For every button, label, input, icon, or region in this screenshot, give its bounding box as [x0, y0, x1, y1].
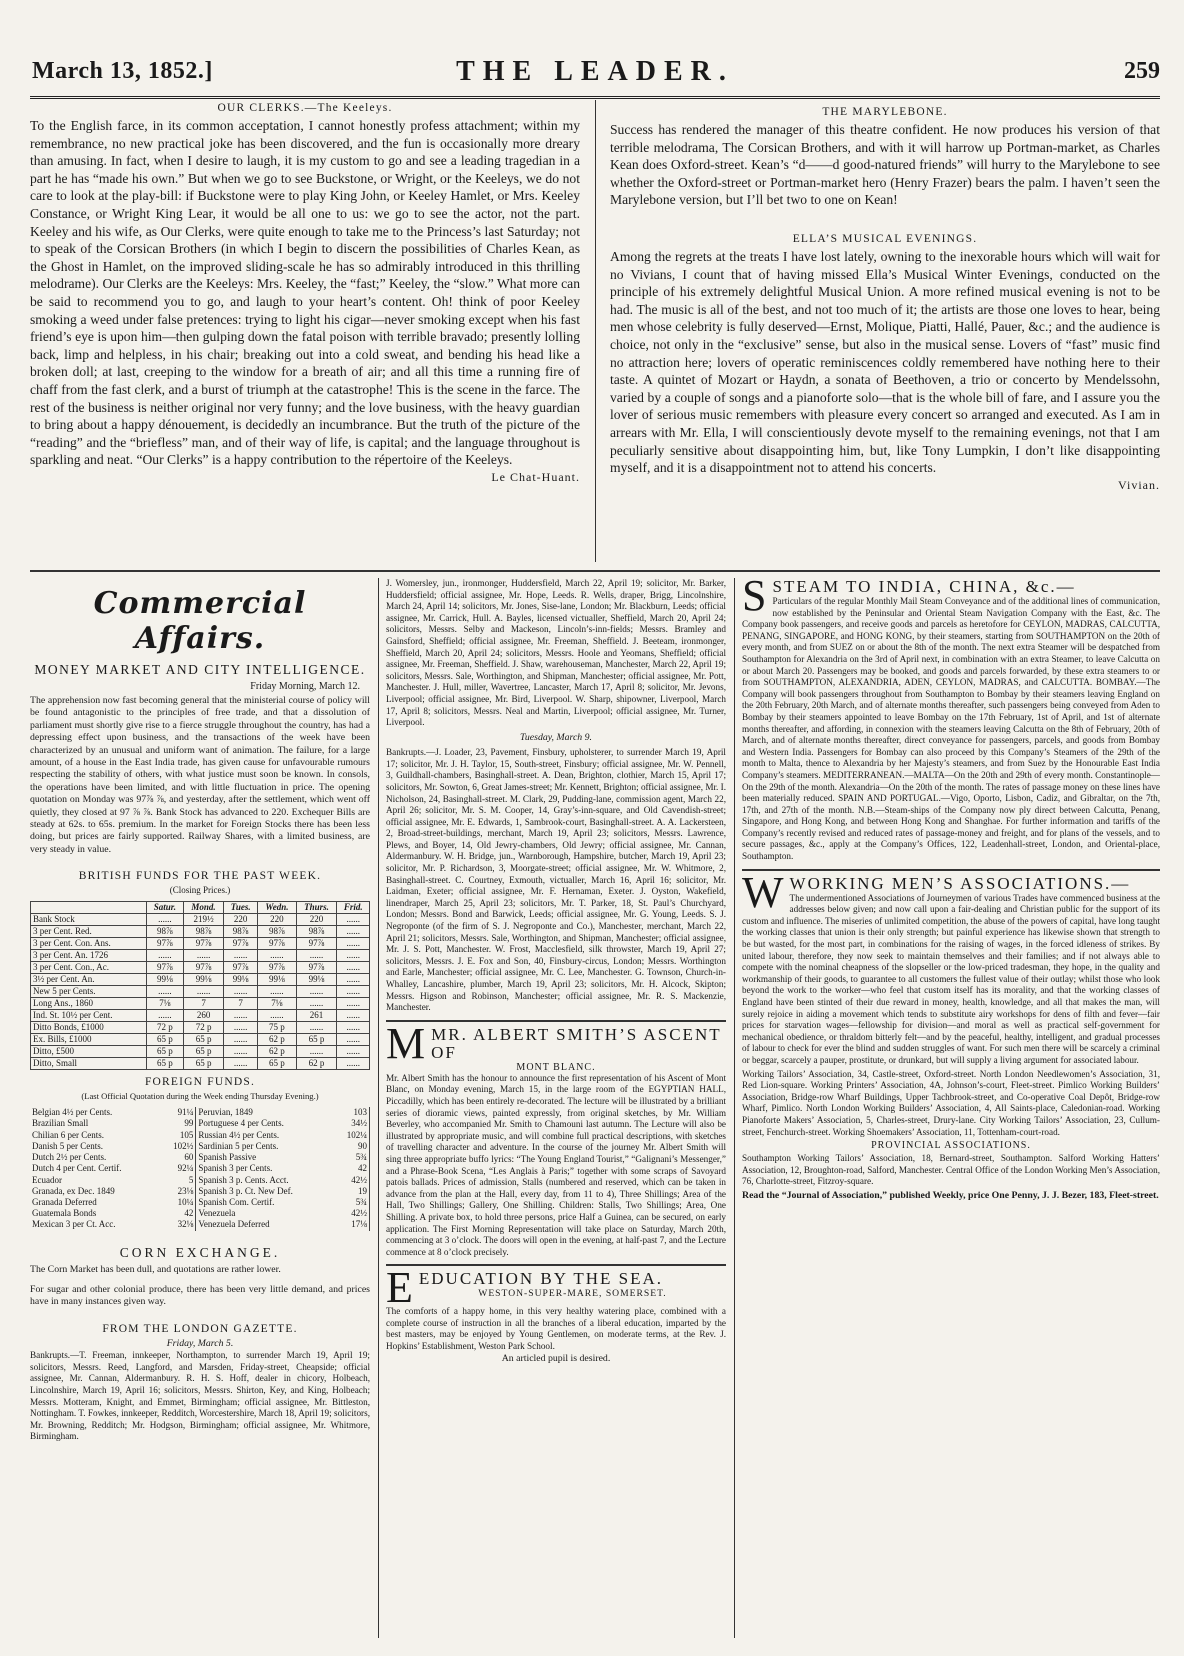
table-cell: ......	[337, 1046, 370, 1058]
table-cell: 72 p	[146, 1022, 183, 1034]
table-cell: 65 p	[146, 1046, 183, 1058]
price-cell: 42½	[335, 1175, 370, 1186]
masthead	[30, 56, 1160, 99]
provincial-title: PROVINCIAL ASSOCIATIONS.	[871, 1140, 1031, 1152]
table-cell: 7⅛	[146, 998, 183, 1010]
table-cell: 7	[224, 998, 258, 1010]
table-cell: 97⅞	[146, 962, 183, 974]
stock-name-cell: Peruvian, 1849	[198, 1107, 253, 1118]
table-cell: ......	[337, 1010, 370, 1022]
table-cell: Ditto Bonds, £1000	[31, 1022, 147, 1034]
table-cell: 260	[184, 1010, 224, 1022]
table-cell: 98⅞	[224, 926, 258, 938]
table-row	[31, 926, 370, 938]
funds-title: BRITISH FUNDS FOR THE PAST WEEK.	[78, 870, 322, 883]
article-body: To the English farce, in its common acceptation, I cannot honestly profess attachment; within my remembrance, no new practical joke has been discovered, and the fun is occasionally more dreary than amusing. In fact, when I desire to laugh, it is my custom to go and see a leading tragedian in a part he has “made his own.” But when we go to see Buckstone, or Wright, or the Keeleys, we do not care to look at the play-bill: if Buckstone were to play King John, or Keeley Hamlet, or Mrs. Keeley Constance, or Wright King Lear, it would be all one to us: we go to see the actor, not the part. Keeley and his wife, as Our Clerks, were quite enough to take me to the Princess’s last Saturday; not to speak of the Corsican Brothers (in which I begin to discern the possibilities of Charles Kean, as the Ghost in Hamlet, on the improved sliding-scale he has so admirably introduced in this thrilling melodrame). Our Clerks are the Keeleys: Mrs. Keeley, the “fast;” Keeley, the “slow.” What more can be said to recommend you to go, and laugh to your heart’s content. Oh! think of poor Keeley smoking a weed under false pretences: trying to light his cigar—never smoking except when his fast friend’s eye is upon him—then gulping down the fatal poison with terrible bravado; presently lolling back, limp and helpless, in his chair; breaking out into a cold sweat, and bending his head like a broken doll; at last, creeping to the window for a breath of air; and all this time a running fire of chaff from the fast clerk, and a burst of triumph at the catastrophe! This is the scene in the farce. The rest of the business is neither original nor very funny; and the love business, with the heavy guardian to bring about a happy dénouement, is decidedly an incumbrance. But the truth of the picture of the “reading” and the “briefless” man, and of their way of life, is capital; and the language throughout is sparkling and neat. “Our Clerks” is a happy contribution to the répertoire of the Keeleys.	[30, 118, 580, 468]
table-row	[31, 1058, 370, 1070]
table-cell: 98⅞	[258, 926, 296, 938]
table-cell: ......	[224, 1058, 258, 1070]
money-market-title: MONEY MARKET AND CITY INTELLIGENCE.	[34, 662, 366, 677]
stock-name-cell: Russian 4½ per Cents.	[198, 1129, 280, 1140]
newspaper-title: THE LEADER.	[456, 56, 734, 87]
issue-date: March 13, 1852.]	[32, 58, 213, 84]
article-signature: Le Chat-Huant.	[491, 469, 580, 484]
article-our-clerks	[30, 98, 580, 564]
commercial-affairs-column	[30, 578, 370, 1638]
bankrupts-list: J. Womersley, jun., ironmonger, Huddersfield, March 22, April 19; solicitor, Mr. Barker, Huddersfield; official assignee, Mr. Hope, Leeds. R. Wells, draper, Brigg, Lincolnshire, March 24, April 14; solicitors, Mr. Jones, Sise-lane, London; Mr. Blackburn, Leeds; official assignee, Mr. Carrick, Hull. A. Bayles, licensed victualler, Sheffield, March 20, April 24; solicitors, Messrs. Selby and Mackeson, Lincoln’s-inn-fields; Messrs. Bramley and Gainsford, Sheffield; official assignee, Mr. Freeman, Sheffield. J. Beeteam, ironmonger, Sheffield, March 20, April 24; solicitors, Messrs. Hoole and Yeomans, Sheffield; official assignee, Mr. Freeman, Sheffield. J. Shaw, warehouseman, Manchester, March 22, April 19; solicitors, Messrs. Sale, Worthington, and Shipman, Manchester; official assignee, Mr. Pott, Manchester. J. Hull, miller, Wavertree, Lancaster, March 17, April 8; solicitor, Mr. Jevons, Liverpool; official assignee, Mr. Bird, Liverpool. W. Sharp, shipowner, Liverpool, March 17, April 8; solicitors, Messrs. Neal and Martin, Liverpool; official assignee, Mr. Turner, Liverpool.	[386, 578, 726, 728]
table-cell: 220	[258, 914, 296, 926]
stock-name-cell: Venezuela Deferred	[198, 1219, 270, 1230]
stock-name-cell: Guatemala Bonds	[32, 1208, 97, 1219]
table-cell: 97⅞	[258, 938, 296, 950]
journal-footer: Read the “Journal of Association,” published Weekly, price One Penny, J. J. Bezer, 183, Fleet-street.	[742, 1189, 1159, 1201]
table-cell: 65 p	[296, 1034, 337, 1046]
bankrupts-list-tuesday: Bankrupts.—J. Loader, 23, Pavement, Finsbury, upholsterer, to surrender March 19, April 17; solicitor, Mr. J. H. Taylor, 15, South-street, Finsbury; official assignee, Mr. W. Pennell, 3, Guildhall-chambers, Basinghall-street. A. Dean, Brighton, clothier, March 15, April 17; solicitors, Mr. Sowton, 6, Great James-street; Mr. Kennett, Brighton; official assignee, Mr. I. Nicholson, 24, Basinghall-street. M. Clark, 29, Pudding-lane, commission agent, March 22, April 26; solicitor, Mr. S. M. Cooper, 14, Gray’s-inn-square, and Old Cavendish-street; official assignee, Mr. E. Edwards, 1, Sambrook-court, Basinghall-street. A. A. Lackersteen, 2, Broad-street-buildings, merchant, March 19, April 23; solicitors, Messrs. Lawrence, Plews, and Boyer, 14, Old Jewry-chambers, Old Jewry; official assignee, Mr. Cannan, Aldermanbury. W. H. Bridge, jun., Warnborough, Hampshire, butcher, March 19, April 23; solicitor, Mr. P. Richardson, 3, Moorgate-street; official assignee, Mr. W. Whitmore, 2, Basinghall-street. C. Courtney, Exmouth, victualler, March 16, April 16; solicitor, Mr. Laidman, Exeter; official assignee, Mr. F. Hernaman, Exeter. J. Oyston, Wakefield, linendraper, March 25, April 23; solicitors, Mr. T. Parker, 18, St. Paul’s Churchyard, London; Messrs. Bond and Barwick, Leeds; official assignee, Mr. G. Young, Leeds. S. J. Negroponte (of the firm of S. J. Negroponte and Co.), Manchester, merchant, March 22, April 21; solicitors, Messrs. Sale, Worthington, and Shipman, Manchester; official assignee, Mr. J. S. Pott, Manchester. W. Frost, Macclesfield, silk throwster, March 19, April 27; solicitors, Messrs. J. E. Fox and Son, 40, Finsbury-circus, London; Messrs. Worthington and Earle, Manchester; official assignee, Mr. C. Lee, Manchester. G. Townson, Church-in-Whalley, Lancashire, plumber, March 19, April 23; solicitors, Mr. H. Alcock, Skipton; Messrs. Higson and Robinson, Manchester; official assignee, Mr. R. S. Mackenzie, Manchester.	[386, 747, 726, 1013]
table-cell: 65 p	[184, 1058, 224, 1070]
table-cell: Ditto, £500	[31, 1046, 147, 1058]
bankrupts-column	[386, 578, 726, 1638]
table-cell: ......	[337, 962, 370, 974]
table-cell: ......	[224, 1022, 258, 1034]
table-cell: ......	[184, 950, 224, 962]
table-cell: ......	[146, 914, 183, 926]
column-rule	[595, 100, 596, 562]
working-list: Working Tailors’ Association, 34, Castle-street, Oxford-street. North London Needlewomen’s Association, 31, Red Lion-square. Working Printers’ Association, 4A, Johnson’s-court, Fleet-street. Pimlico Working Builders’ Association, Bridge-row Wharf Buildings, Upper Tachbrook-street, and Co-operative Coal Depôt, Bridge-row Wharf, Pimlico. North London Working Builders’ Association, 4, All Saints-place, Caledonian-road. Working Pianoforte Makers’ Association, 5, Charles-street, Drury-lane. City Working Tailors’ Association, 23, Cullum-street, Fenchurch-street. Working Shoemakers’ Association, 11, Tottenham-court-road.	[742, 1068, 1160, 1137]
price-cell: 102¼	[335, 1130, 370, 1141]
price-cell: 91¼	[161, 1107, 196, 1118]
table-cell: ......	[258, 950, 296, 962]
gazette-date: Friday, March 5.	[166, 1337, 234, 1349]
albert-smith-title: MR. ALBERT SMITH’S ASCENT OF	[431, 1024, 722, 1062]
table-cell: 3 per Cent. Con. Ans.	[31, 938, 147, 950]
table-cell: ......	[224, 1010, 258, 1022]
table-cell: 99⅛	[224, 974, 258, 986]
stock-name-cell: Granada Deferred	[32, 1196, 97, 1207]
table-row	[30, 1175, 370, 1186]
stock-name-cell: Venezuela	[198, 1208, 236, 1219]
stock-name-cell: Sardinian 5 per Cents.	[198, 1140, 279, 1151]
ella-body: Among the regrets at the treats I have lost lately, owning to the inexorable hours which will wait for no Vivians, I count that of having missed Ella’s Musical Winter Evenings, conducted on the principle of his extremely delightful Musical Union. A more refined musical evening is not to be had. The music is all of the best, and not too much of it; the artists are those one loves to hear, being men whose celebrity is fully deserved—Ernst, Molique, Piatti, Hallé, Pauer, &c.; and the audience is choice, not only in the “exclusive” sense, but also in the musical sense. Lovers of “fast” music find no attraction here; lovers of operatic reminiscences coldly remembered have nothing here to their taste. A quintet of Mozart or Haydn, a sonata of Beethoven, a trio or concerto by Mendelssohn, varied by a couple of songs and a pianoforte solo—that is the whole bill of fare, and I assure you the lover of serious music remembers with pleasure every concert so arranged and executed. As I am in arrears with Mr. Ella, I will conscientiously devote myself to the remaining evenings, not that I am peculiarly sensitive about disappointing him, but, like Tony Lumpkin, I don’t like disappointing myself, and it is a disappointment not to attend his concerts.	[610, 248, 1160, 476]
working-body: The undermentioned Associations of Journeymen of various Trades have commenced business at the addresses below given; and now call upon a fair-dealing and Christian public for the support of its custom and influence. The miseries of unlimited competition, the abuse of the powers of capital, have long taught the working classes that union is their only strength; but painful experience has likewise shown that strength to be but wasted, for the most part, in combinations for the raising of wages, in the forced idleness of strikes. By united labour, therefore, they now seek to maintain themselves and their families; and if not always able to compete with the nominal cheapness of the slopseller or the low-priced tradesman, they hope, in the quality and workmanship of their goods, to guarantee to all customers the fullest value of their outlay; whilst those who look beyond the work to the worker—who feel that custom itself has its morality, and that the working classes of England have been stinted of their due reward in money, health, knowledge, and all that makes the man, will surely rejoice in aiding a movement which tends to substitute airy workshops for dens of filth and fever—fair prices for starvation wages—fellowship for division—and moral as well as practical self-government for mechanical obedience, or thraldom bitterly felt—and by the peaceful, healthy, intelligent, and gradual processes of labour to check for ever the blind and sudden struggles of want. For such men there will be scarcely a criminal or beggar, scarcely a pauper, prostitute, or drunkard, but will supply a living argument for associated labour.	[742, 892, 1160, 1065]
foreign-funds-title: FOREIGN FUNDS.	[144, 1076, 256, 1089]
price-cell: 17⅛	[335, 1219, 370, 1230]
table-cell: ......	[224, 1046, 258, 1058]
funds-header-cell: Frid.	[337, 902, 370, 914]
table-cell: 3 per Cent. Red.	[31, 926, 147, 938]
provincial-list: Southampton Working Tailors’ Association, 18, Bernard-street, Southampton. Salford Working Hatters’ Association, 12, Broughton-road, Salford, Manchester. Central Office of the London Working Men’s Association, 76, Charlotte-street, Fitzroy-square.	[742, 1153, 1160, 1187]
table-row	[30, 1107, 370, 1118]
price-cell: 32⅛	[161, 1219, 196, 1230]
stock-name-cell: Dutch 2½ per Cents.	[32, 1152, 107, 1163]
funds-subtitle: (Closing Prices.)	[169, 885, 231, 896]
stock-name-cell: Portuguese 4 per Cents.	[198, 1118, 284, 1129]
table-row	[30, 1152, 370, 1163]
stock-name-cell: Ecuador	[32, 1174, 62, 1185]
table-row	[30, 1141, 370, 1152]
sugar-body: For sugar and other colonial produce, there has been very little demand, and prices have in many instances given way.	[30, 1283, 370, 1308]
table-cell: Ex. Bills, £1000	[31, 1034, 147, 1046]
albert-smith-subtitle: MONT BLANC.	[516, 1061, 596, 1073]
table-row	[31, 1022, 370, 1034]
table-cell: ......	[296, 1046, 337, 1058]
adverts-column	[742, 578, 1160, 1638]
price-cell: 5	[161, 1175, 196, 1186]
education-title: EDUCATION BY THE SEA.	[418, 1269, 663, 1289]
table-cell: ......	[146, 1010, 183, 1022]
table-cell: Ind. St. 10½ per Cent.	[31, 1010, 147, 1022]
price-cell: 92¼	[161, 1163, 196, 1174]
funds-header-row	[31, 902, 370, 914]
corn-title: CORN EXCHANGE.	[119, 1244, 281, 1260]
funds-header-cell	[31, 902, 147, 914]
table-cell: ......	[337, 926, 370, 938]
article-marylebone-and-ella	[610, 98, 1160, 568]
stock-name-cell: Granada, ex Dec. 1849	[32, 1185, 115, 1196]
stock-name-cell: Spanish 3 per Cents.	[198, 1163, 273, 1174]
table-cell: ......	[337, 938, 370, 950]
table-cell: 7	[184, 998, 224, 1010]
table-cell: 65 p	[146, 1058, 183, 1070]
table-cell: ......	[224, 1034, 258, 1046]
price-cell: 42	[335, 1163, 370, 1174]
table-cell: Long Ans., 1860	[31, 998, 147, 1010]
table-cell: ......	[258, 1010, 296, 1022]
table-cell: 97⅞	[146, 938, 183, 950]
stock-name-cell: Spanish Com. Certif.	[198, 1196, 275, 1207]
table-cell: 97⅞	[296, 938, 337, 950]
table-row	[31, 974, 370, 986]
funds-header-cell: Satur.	[146, 902, 183, 914]
table-cell: 99⅛	[184, 974, 224, 986]
table-cell: 97⅞	[184, 962, 224, 974]
table-cell: ......	[337, 1058, 370, 1070]
table-cell: 97⅞	[296, 962, 337, 974]
tuesday-date: Tuesday, March 9.	[519, 731, 593, 743]
table-row	[31, 962, 370, 974]
working-men-advert: WWORKING MEN’S ASSOCIATIONS.— The undermentioned Associations of Journeymen of various Trades have commenced business at the addresses below given; and now call upon a fair-dealing and Christian public for the support of its custom and influence. The miseries of unlimited competition, the abuse of the powers of capital, have long taught the working classes that union is their only strength; but painful experience has likewise shown that strength to be but wasted, for the most part, in combinations for the raising of wages, in the forced idleness of strikes. By united labour, therefore, they now seek to maintain themselves and their families; and if not always able to compete with the nominal cheapness of the slopseller or the low-priced tradesman, they hope, in the quality and workmanship of their goods, to guarantee to all customers the fullest value of their outlay; whilst those who look beyond the work to the worker—who feel that custom itself has its morality, and that the working classes of England have been stinted of their due reward in money, health, knowledge, and all that makes the man, will surely rejoice in aiding a movement which tends to substitute airy workshops for dens of filth and fever—fair prices for starvation wages—fellowship for division—and moral as well as practical self-government for mechanical obedience, or thraldom bitterly felt—and by the peaceful, healthy, intelligent, and gradual processes of labour to check for ever the blind and sudden struggles of want. For such men there will be scarcely a criminal or beggar, scarcely a pauper, prostitute, or drunkard, but will supply a living argument for associated labour. Working Tailors’ Association, 34, Castle-street, Oxford-street. North London Needlewomen’s Association, 31, Red Lion-square. Working Printers’ Association, 4A, Johnson’s-court, Fleet-street. Pimlico Working Builders’ Association, Bridge-row Wharf Buildings, Upper Tachbrook-street, and Co-operative Coal Depôt, Bridge-row Wharf, Pimlico. North London Working Builders’ Association, 4, All Saints-place, Caledonian-road. Working Pianoforte Makers’ Association, 5, Charles-street, Drury-lane. City Working Tailors’ Association, 23, Cullum-street, Fenchurch-street. Working Shoemakers’ Association, 11, Tottenham-court-road. PROVINCIAL ASSOCIATIONS. Southampton Working Tailors’ Association, 18, Bernard-street, Southampton. Salford Working Hatters’ Association, 12, Broughton-road, Salford, Manchester. Central Office of the London Working Men’s Association, 76, Charlotte-street, Fitzroy-square. Read the “Journal of Association,” published Weekly, price One Penny, J. J. Bezer, 183, Fleet-street.	[742, 867, 1160, 1201]
price-cell: 19	[335, 1186, 370, 1197]
table-cell: ......	[337, 974, 370, 986]
table-cell: 220	[296, 914, 337, 926]
stock-name-cell: Brazilian Small	[32, 1118, 89, 1129]
table-cell: 97⅞	[184, 938, 224, 950]
funds-header-cell: Mond.	[184, 902, 224, 914]
section-rule	[30, 570, 1160, 572]
table-row	[31, 1046, 370, 1058]
table-cell: 99⅛	[258, 974, 296, 986]
foreign-funds-subtitle: (Last Official Quotation during the Week ending Thursday Evening.)	[81, 1091, 319, 1102]
table-cell: ......	[296, 1022, 337, 1034]
price-cell: 10¼	[161, 1197, 196, 1208]
table-row	[30, 1130, 370, 1141]
table-cell: ......	[296, 950, 337, 962]
albert-smith-advert: MMR. ALBERT SMITH’S ASCENT OF MONT BLANC. Mr. Albert Smith has the honour to announce the first representation of his Ascent of Mont Blanc, on Monday evening, March 15, in the large room of the EGYPTIAN HALL, Piccadilly, which has been entirely re-decorated. The lecture will be illustrated by a brilliant series of dioramic views, painted expressly, from original sketches, by Mr. William Beverley, who accompanied Mr. Smith to Chamouni last autumn. The Lecture will also be illustrated by appropriate music, and will combine full practical descriptions, with sketches of travelling character and adventure. In the course of the journey Mr. Albert Smith will sing three appropriate buffo lyrics: “The Young England Tourist,” “Galignani’s Messenger,” and a Phrase-Book Scena, “Les Anglais à Paris;” together with some scraps of Savoyard patois ballads. Prices of admission, Stalls (numbered and reserved, which can be taken in advance from the plan at the Hall, every day, from 11 to 4), Three Shillings; Area of the Hall, Two Shillings; Gallery, One Shilling. Children: Stalls, Two Shillings; Area, One Shilling. A private box, to hold three persons, price Half a Guinea, can be secured, on early application. The First Morning Representation will take place on Saturday, March 20th, commencing at 3 o’clock. The doors will open in the evening, at half-past 7, and the Lecture commence at 8 o’clock precisely.	[386, 1018, 726, 1257]
table-cell: 220	[224, 914, 258, 926]
table-cell: 62 p	[296, 1058, 337, 1070]
table-cell: 261	[296, 1010, 337, 1022]
stock-name-cell: Dutch 4 per Cent. Certif.	[32, 1163, 122, 1174]
table-cell: 65 p	[146, 1034, 183, 1046]
table-row	[31, 938, 370, 950]
price-cell: 90	[335, 1141, 370, 1152]
table-row	[30, 1208, 370, 1219]
table-cell: Ditto, Small	[31, 1058, 147, 1070]
table-cell: ......	[337, 914, 370, 926]
price-cell: 99	[161, 1118, 196, 1129]
table-cell: 98⅞	[146, 926, 183, 938]
table-cell: 98⅞	[296, 926, 337, 938]
table-cell: ......	[224, 950, 258, 962]
table-cell: 62 p	[258, 1034, 296, 1046]
ella-title: ELLA’S MUSICAL EVENINGS.	[792, 232, 978, 245]
table-cell: 3 per Cent. Con., Ac.	[31, 962, 147, 974]
table-row	[30, 1118, 370, 1129]
corn-body: The Corn Market has been dull, and quotations are rather lower.	[30, 1263, 281, 1275]
albert-smith-body: Mr. Albert Smith has the honour to announce the first representation of his Ascent of Mont Blanc, on Monday evening, March 15, in the large room of the EGYPTIAN HALL, Piccadilly, which has been entirely re-decorated. The lecture will be illustrated by a brilliant series of dioramic views, painted expressly, from original sketches, by Mr. William Beverley, who accompanied Mr. Smith to Chamouni last autumn. The Lecture will also be illustrated by appropriate music, and will combine full practical descriptions, with sketches of travelling character and adventure. In the course of the journey Mr. Albert Smith will sing three appropriate buffo lyrics: “The Young England Tourist,” “Galignani’s Messenger,” and a Phrase-Book Scena, “Les Anglais à Paris;” together with some scraps of Savoyard patois ballads. Prices of admission, Stalls (numbered and reserved, which can be taken in advance from the plan at the Hall, every day, from 11 to 4), Three Shillings; Area of the Hall, Two Shillings; Gallery, One Shilling. Children: Stalls, Two Shillings; Area, One Shilling. A private box, to hold three persons, price Half a Guinea, can be secured, on early application. The First Morning Representation will take place on Saturday, March 20th, commencing at 3 o’clock. The doors will open in the evening, at half-past 7, and the Lecture commence at 8 o’clock precisely.	[386, 1072, 726, 1257]
table-cell: 65 p	[258, 1058, 296, 1070]
stock-name-cell: Mexican 3 per Ct. Acc.	[32, 1219, 116, 1230]
price-cell: 42½	[335, 1208, 370, 1219]
price-cell: 60	[161, 1152, 196, 1163]
funds-header-cell: Tues.	[224, 902, 258, 914]
table-cell: ......	[337, 986, 370, 998]
table-cell: ......	[337, 1034, 370, 1046]
table-cell: ......	[296, 986, 337, 998]
stock-name-cell: Spanish 3 p. Cents. Acct.	[198, 1174, 289, 1185]
table-row	[31, 950, 370, 962]
table-cell: ......	[296, 998, 337, 1010]
table-row	[31, 986, 370, 998]
price-cell: 23⅛	[161, 1186, 196, 1197]
table-cell: 219½	[184, 914, 224, 926]
table-cell: 99⅛	[146, 974, 183, 986]
ella-signature: Vivian.	[1118, 477, 1160, 492]
table-cell: 3½ per Cent. An.	[31, 974, 147, 986]
funds-header-cell: Wedn.	[258, 902, 296, 914]
working-title: WORKING MEN’S ASSOCIATIONS.—	[789, 873, 1131, 893]
table-row	[31, 914, 370, 926]
table-row	[31, 998, 370, 1010]
table-cell: ......	[337, 950, 370, 962]
table-cell: 98⅞	[184, 926, 224, 938]
price-cell: 103	[335, 1107, 370, 1118]
section-heading: Commercial Affairs.	[93, 586, 307, 656]
price-cell: 105	[161, 1130, 196, 1141]
table-row	[30, 1197, 370, 1208]
table-cell: 65 p	[184, 1046, 224, 1058]
stock-name-cell: Spanish 3 p. Ct. New Def.	[198, 1185, 293, 1196]
money-market-body: The apprehension now fast becoming general that the ministerial course of policy will be found antagonistic to the principles of free trade, and that a dissolution of parliament must shortly give rise to a fierce struggle throughout the country, has had a depressing effect upon business, and the transactions of the week have been characterized by an unusual and uniform want of animation. The failure, for a large amount, of a house in the East India trade, has given cause for unfavourable rumours respecting the stability of others, with what justice must soon be known. In consols, the operations have been limited, and with little fluctuation in price. The opening quotation on Monday was 97⅞ ⅞, and yesterday, after the settlement, which went off quietly, they closed at 97 ⅞ ⅞. Bank Stock has advanced to 220. Exchequer Bills are steady at 62s. to 65s. premium. In the market for Foreign Stocks there has been less doing, but prices are fairly supported. Railway Shares, with a limited business, are very steady in value.	[30, 695, 370, 855]
stock-name-cell: Chilian 6 per Cents.	[32, 1129, 104, 1140]
table-cell: 75 p	[258, 1022, 296, 1034]
foreign-funds-table	[30, 1107, 370, 1230]
table-cell: ......	[337, 998, 370, 1010]
table-cell: 97⅞	[224, 962, 258, 974]
table-cell: New 5 per Cents.	[31, 986, 147, 998]
stock-name-cell: Spanish Passive	[198, 1152, 257, 1163]
stock-name-cell: Danish 5 per Cents.	[32, 1140, 103, 1151]
gazette-body: Bankrupts.—T. Freeman, innkeeper, Northampton, to surrender March 19, April 19; solicitors, Messrs. Reed, Langford, and Marsden, Friday-street, Cheapside; official assignee, Mr. Cannan, Aldermanbury. R. H. S. Hoff, dealer in chicory, Holbeach, Lincolnshire, March 19, April 16; solicitors, Messrs. Shirton, Key, and King, Holbeach; Messrs. Motteram, Knight, and Emmet, Birmingham; official assignee, Mr. Bittleston, Nottingham. T. Fowkes, innkeeper, Redditch, Worcestershire, March 18, April 19; solicitors, Mr. Browning, Redditch; Mr. Hodgson, Birmingham; official assignee, Mr. Whitmore, Birmingham.	[30, 1350, 370, 1442]
newspaper-page	[30, 38, 1160, 1638]
article-title: OUR CLERKS.—The Keeleys.	[217, 102, 393, 114]
steam-advert: SSTEAM TO INDIA, CHINA, &c.— Particulars of the regular Monthly Mail Steam Conveyance and of the additional lines of communication, now established by the Peninsular and Oriental Steam Navigation Company with the East, &c. The Company book passengers, and receive goods and parcels as heretofore for CEYLON, MADRAS, CALCUTTA, PENANG, SINGAPORE, and HONG KONG, by their steamers, starting from SOUTHAMPTON on the 20th of every month, and from SUEZ on or about the 8th of the month. The next extra Steamer will be despatched from Southampton for Alexandria on the 3rd of April next, in combination with an extra Steamer, to leave Calcutta on or about March 20. Passengers may be booked, and goods and parcels forwarded, by these extra steamers to or from SOUTHAMPTON, ALEXANDRIA, ADEN, CEYLON, MADRAS, and CALCUTTA. BOMBAY.—The Company will book passengers throughout from Southampton to Bombay by their steamers leaving England on the 20th February, 20th March, and of alternate months thereafter, such passengers being conveyed from Aden to Bombay by their steamers appointed to leave Bombay on the 17th February, 1st of April, and 1st of alternate months thereafter, and affording, in connexion with the steamers leaving Calcutta on the 8th of February, 20th of March, and of alternate months thereafter, direct conveyance for passengers, parcels, and goods from Bombay and Western India. Passengers for Bombay can also proceed by this Company’s Steamers of the 29th of the month to Malta, thence to Alexandria by her Majesty’s steamers, and from Suez by the Honourable East India Company’s steamers. MEDITERRANEAN.—MALTA—On the 20th and 29th of every month. Constantinople—On the 29th of the month. Alexandria—On the 20th of the month. The rates of passage money on these lines have been materially reduced. SPAIN AND PORTUGAL.—Vigo, Oporto, Lisbon, Cadiz, and Gibraltar, on the 7th, 17th, and 27th of the month. N.B.—Steam-ships of the Company now ply direct between Calcutta, Penang, Singapore, and Hong Kong, and between Hong Kong and Shanghae. For further information and tariffs of the Company’s recently revised and reduced rates of passage-money and freight, and for plans of the vessels, and to secure passages, &c., apply at the Company’s Offices, 122, Leadenhall-street, London, and Oriental-place, Southampton.	[742, 578, 1160, 862]
marylebone-body: Success has rendered the manager of this theatre confident. He now produces his version of that terrible melodrama, The Corsican Brothers, and with it will harrow up Portman-market, as Charles Kean does Oxford-street. Kean’s “d——d good-natured friends” will hurry to the Marylebone to see whether the Oxford-street or Portman-market hero (Henry Frazer) bears the palm. I haven’t seen the Marylebone version, but I’ll bet two to one on Kean!	[610, 122, 1160, 208]
table-cell: Bank Stock	[31, 914, 147, 926]
table-cell: 62 p	[258, 1046, 296, 1058]
table-cell: ......	[258, 986, 296, 998]
funds-header-cell: Thurs.	[296, 902, 337, 914]
stock-name-cell: Belgian 4½ per Cents.	[32, 1107, 113, 1118]
table-cell: 97⅞	[258, 962, 296, 974]
table-cell: ......	[146, 950, 183, 962]
table-cell: 72 p	[184, 1022, 224, 1034]
education-body: The comforts of a happy home, in this very healthy watering place, combined with a complete course of instruction in all the branches of a liberal education, imparted by the best masters, may be enjoyed by Young Gentlemen, on moderate terms, at the Rev. J. Hopkins’ Establishment, Weston Park School.	[386, 1306, 726, 1352]
table-cell: 99⅛	[296, 974, 337, 986]
table-row	[31, 1034, 370, 1046]
price-cell: 102½	[161, 1141, 196, 1152]
education-note: An articled pupil is desired.	[501, 1352, 611, 1364]
column-rule	[734, 578, 735, 1638]
table-cell: 3 per Cent. An. 1726	[31, 950, 147, 962]
table-cell: 65 p	[184, 1034, 224, 1046]
money-market-date: Friday Morning, March 12.	[250, 681, 360, 692]
british-funds-table	[30, 901, 370, 1070]
page-number: 259	[1124, 58, 1160, 84]
table-row	[31, 1010, 370, 1022]
table-cell: 7⅛	[258, 998, 296, 1010]
table-cell: ......	[224, 986, 258, 998]
price-cell: 5¾	[335, 1197, 370, 1208]
table-cell: ......	[146, 986, 183, 998]
education-subtitle: WESTON-SUPER-MARE, SOMERSET.	[478, 1288, 667, 1300]
table-cell: ......	[337, 1022, 370, 1034]
marylebone-title: THE MARYLEBONE.	[822, 106, 948, 118]
table-row	[30, 1186, 370, 1197]
gazette-title: FROM THE LONDON GAZETTE.	[102, 1322, 298, 1335]
table-cell: ......	[184, 986, 224, 998]
table-cell: 97⅞	[224, 938, 258, 950]
steam-title: STEAM TO INDIA, CHINA, &c.—	[772, 578, 1076, 596]
table-row	[30, 1163, 370, 1174]
education-advert: EEDUCATION BY THE SEA. WESTON-SUPER-MARE, SOMERSET. The comforts of a happy home, in this very healthy watering place, combined with a complete course of instruction in all the branches of a liberal education, imparted by the best masters, may be enjoyed by Young Gentlemen, on moderate terms, at the Rev. J. Hopkins’ Establishment, Weston Park School. An articled pupil is desired.	[386, 1263, 726, 1364]
steam-body: Particulars of the regular Monthly Mail Steam Conveyance and of the additional lines of communication, now established by the Peninsular and Oriental Steam Navigation Company with the East, &c. The Company book passengers, and receive goods and parcels as heretofore for CEYLON, MADRAS, CALCUTTA, PENANG, SINGAPORE, and HONG KONG, by their steamers, starting from SOUTHAMPTON on the 20th of every month, and from SUEZ on or about the 8th of the month. The next extra Steamer will be despatched from Southampton for Alexandria on the 3rd of April next, in combination with an extra Steamer, to leave Calcutta on or about March 20. Passengers may be booked, and goods and parcels forwarded, by these extra steamers to or from SOUTHAMPTON, ALEXANDRIA, ADEN, CEYLON, MADRAS, and CALCUTTA. BOMBAY.—The Company will book passengers throughout from Southampton to Bombay by their steamers leaving England on the 20th February, 20th March, and of alternate months thereafter, such passengers being conveyed from Aden to Bombay by their steamers appointed to leave Bombay on the 17th February, 1st of April, and 1st of alternate months thereafter, and affording, in connexion with the steamers leaving Calcutta on the 8th of February, 20th of March, and of alternate months thereafter, direct conveyance for passengers, parcels, and goods from Bombay and Western India. Passengers for Bombay can also proceed by this Company’s Steamers of the 29th of the month to Malta, thence to Alexandria by her Majesty’s steamers, and from Suez by the Honourable East India Company’s steamers. MEDITERRANEAN.—MALTA—On the 20th and 29th of every month. Constantinople—On the 29th of the month. Alexandria—On the 20th of the month. The rates of passage money on these lines have been materially reduced. SPAIN AND PORTUGAL.—Vigo, Oporto, Lisbon, Cadiz, and Gibraltar, on the 7th, 17th, and 27th of the month. N.B.—Steam-ships of the Company now ply direct between Calcutta, Penang, Singapore, and Hong Kong, and between Hong Kong and Shanghae. For further information and tariffs of the Company’s recently revised and reduced rates of passage-money and freight, and for plans of the vessels, and to secure passages, &c., apply at the Company’s Offices, 122, Leadenhall-street, London, and Oriental-place, Southampton.	[742, 596, 1160, 862]
price-cell: 42	[161, 1208, 196, 1219]
table-row	[30, 1219, 370, 1230]
price-cell: 34½	[335, 1118, 370, 1129]
price-cell: 5¾	[335, 1152, 370, 1163]
column-rule	[378, 578, 379, 1638]
